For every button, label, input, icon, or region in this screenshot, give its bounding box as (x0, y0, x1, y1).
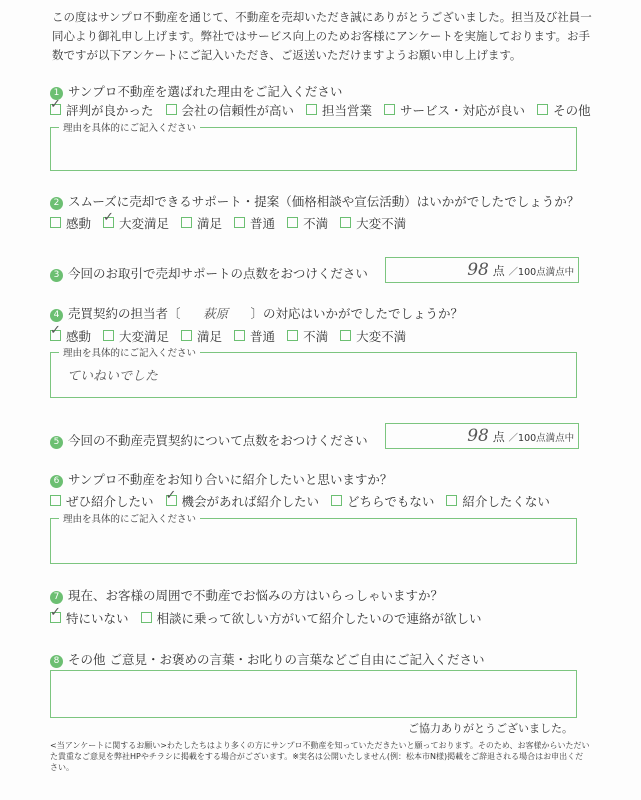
q6-number: 6 (50, 475, 63, 488)
checkbox-icon[interactable] (446, 495, 457, 506)
option-label: 相談に乗って欲しい方がいて紹介したいので連絡が欲しい (156, 611, 482, 626)
q4-text-post: 〕の対応はいかがでしたでしょうか？ (250, 306, 464, 321)
q5-max: ／100点満点中 (508, 433, 575, 444)
q1-option[interactable] (537, 103, 591, 118)
option-label: その他 (553, 103, 591, 118)
footer-note: <当アンケートに関するお願い>わたしたちはより多くの方にサンプロ不動産を知っていただきたいと願っております。そのため、お客様からいただいた貴重なご意見を弊社HPやチラシに掲載をする場合がございます。※実名は公開いたしません(例：松本市N様)掲載をご辞退される場合はお申出ください。 (50, 741, 590, 772)
q6-option[interactable] (166, 494, 320, 509)
option-label: 担当営業 (322, 103, 373, 118)
checked-checkbox-icon[interactable] (50, 104, 61, 115)
q3-unit: 点 (492, 264, 505, 278)
q4-option[interactable] (50, 329, 91, 344)
q7-text: 現在、お客様の周囲で不動産でお悩みの方はいらっしゃいますか？ (68, 588, 444, 603)
q7-options (50, 609, 494, 627)
q1-option[interactable] (306, 103, 372, 118)
option-label: ぜひ紹介したい (66, 494, 154, 509)
option-label: 大変不満 (356, 216, 407, 231)
checkbox-icon[interactable] (287, 217, 298, 228)
option-label: 特にいない (66, 611, 129, 626)
checkbox-icon[interactable] (234, 217, 245, 228)
option-label: 大変満足 (119, 216, 170, 231)
q2-option[interactable] (340, 216, 406, 231)
q1-option[interactable] (166, 103, 295, 118)
q5-text: 今回の不動産売買契約について点数をおつけください (68, 433, 368, 448)
q4-staff-name[interactable]: 萩原 (203, 306, 229, 321)
q4-option[interactable] (103, 329, 169, 344)
q1-heading (50, 82, 342, 100)
option-label: どちらでもない (347, 494, 435, 509)
q2-text: スムーズに売却できるサポート・提案（価格相談や宣伝活動）はいかがでしたでしょうか？ (68, 194, 580, 209)
q1-option[interactable] (384, 103, 525, 118)
checkbox-icon[interactable] (331, 495, 342, 506)
q2-option[interactable] (287, 216, 328, 231)
q7-option[interactable] (141, 611, 482, 626)
q6-text: サンプロ不動産をお知り合いに紹介したいと思いますか？ (68, 472, 393, 487)
q4-option[interactable] (234, 329, 275, 344)
q6-heading (50, 470, 392, 488)
q5-unit: 点 (492, 430, 505, 444)
option-label: サービス・対応が良い (400, 103, 526, 118)
q8-comment-box[interactable] (50, 670, 577, 718)
q6-option[interactable] (50, 494, 154, 509)
checkbox-icon[interactable] (340, 217, 351, 228)
q4-option[interactable] (340, 329, 406, 344)
checkbox-icon[interactable] (287, 330, 298, 341)
option-label: 大変不満 (356, 329, 407, 344)
q7-number: 7 (50, 591, 63, 604)
q6-reason-box[interactable] (50, 514, 577, 564)
q4-reason-box[interactable] (50, 348, 577, 398)
q4-option[interactable] (181, 329, 222, 344)
q6-option[interactable] (446, 494, 550, 509)
option-label: 満足 (197, 216, 223, 231)
q6-options (50, 492, 562, 510)
q7-option[interactable] (50, 611, 129, 626)
q2-options (50, 214, 418, 232)
checkbox-icon[interactable] (340, 330, 351, 341)
q5-score: 98 (467, 426, 489, 446)
checkbox-icon[interactable] (166, 104, 177, 115)
q4-options (50, 327, 418, 345)
q4-option[interactable] (287, 329, 328, 344)
q1-number: 1 (50, 87, 63, 100)
option-label: 不満 (303, 216, 329, 231)
q3-max: ／100点満点中 (508, 267, 575, 278)
q4-number: 4 (50, 309, 63, 322)
q6-option[interactable] (331, 494, 434, 509)
checkbox-icon[interactable] (537, 104, 548, 115)
option-label: 機会があれば紹介したい (181, 494, 320, 509)
q8-number: 8 (50, 655, 63, 668)
q3-heading (50, 264, 368, 282)
checkbox-icon[interactable] (141, 612, 152, 623)
q1-option[interactable] (50, 103, 154, 118)
q8-text: その他 ご意見・お褒めの言葉・お叱りの言葉などご自由にご記入ください (68, 652, 485, 667)
q3-text: 今回のお取引で売却サポートの点数をおつけください (68, 266, 368, 281)
q2-heading (50, 192, 579, 210)
option-label: 不満 (303, 329, 329, 344)
checked-checkbox-icon[interactable] (50, 330, 61, 341)
q5-score-box[interactable] (385, 423, 579, 449)
q5-heading (50, 431, 368, 449)
q1-text: サンプロ不動産を選ばれた理由をご記入ください (68, 84, 343, 99)
option-label: 感動 (66, 216, 92, 231)
reason-label: 理由を具体的にご記入ください (59, 120, 200, 134)
q3-score-box[interactable] (385, 257, 579, 283)
checkbox-icon[interactable] (234, 330, 245, 341)
q2-option[interactable] (234, 216, 275, 231)
q8-heading (50, 650, 484, 668)
checkbox-icon[interactable] (50, 495, 61, 506)
q4-answer: ていねいでした (67, 369, 159, 384)
q3-score: 98 (467, 260, 489, 280)
reason-label: 理由を具体的にご記入ください (59, 511, 200, 525)
option-label: 評判が良かった (66, 103, 154, 118)
q2-option[interactable] (181, 216, 222, 231)
checkbox-icon[interactable] (181, 330, 192, 341)
q4-text-pre: 売買契約の担当者〔 (68, 306, 181, 321)
intro-text: この度はサンプロ不動産を通じて、不動産を売却いただき誠にありがとうございました。担当及び社員一同心より御礼申し上げます。弊社ではサービス向上のためお客様にアンケートを実施しております。お手数ですが以下アンケートにご記入いただき、ご返送いただけますようお願い申し上げます。 (52, 10, 592, 62)
option-label: 感動 (66, 329, 92, 344)
checkbox-icon[interactable] (306, 104, 317, 115)
checked-checkbox-icon[interactable] (50, 612, 61, 623)
q2-option[interactable] (50, 216, 91, 231)
thanks-text: ご協力ありがとうございました。 (408, 722, 573, 735)
checkbox-icon[interactable] (103, 330, 114, 341)
option-label: 会社の信頼性が高い (181, 103, 295, 118)
q2-number: 2 (50, 197, 63, 210)
q5-number: 5 (50, 436, 63, 449)
checkbox-icon[interactable] (50, 217, 61, 228)
q4-heading (50, 304, 463, 322)
checked-checkbox-icon[interactable] (103, 217, 114, 228)
q1-options (50, 101, 603, 119)
q2-option[interactable] (103, 216, 169, 231)
option-label: 大変満足 (119, 329, 170, 344)
q1-reason-box[interactable] (50, 123, 577, 171)
option-label: 紹介したくない (462, 494, 550, 509)
q3-number: 3 (50, 269, 63, 282)
checked-checkbox-icon[interactable] (166, 495, 177, 506)
option-label: 満足 (197, 329, 223, 344)
option-label: 普通 (250, 216, 276, 231)
option-label: 普通 (250, 329, 276, 344)
checkbox-icon[interactable] (181, 217, 192, 228)
checkbox-icon[interactable] (384, 104, 395, 115)
q7-heading (50, 586, 443, 604)
reason-label: 理由を具体的にご記入ください (59, 345, 200, 359)
